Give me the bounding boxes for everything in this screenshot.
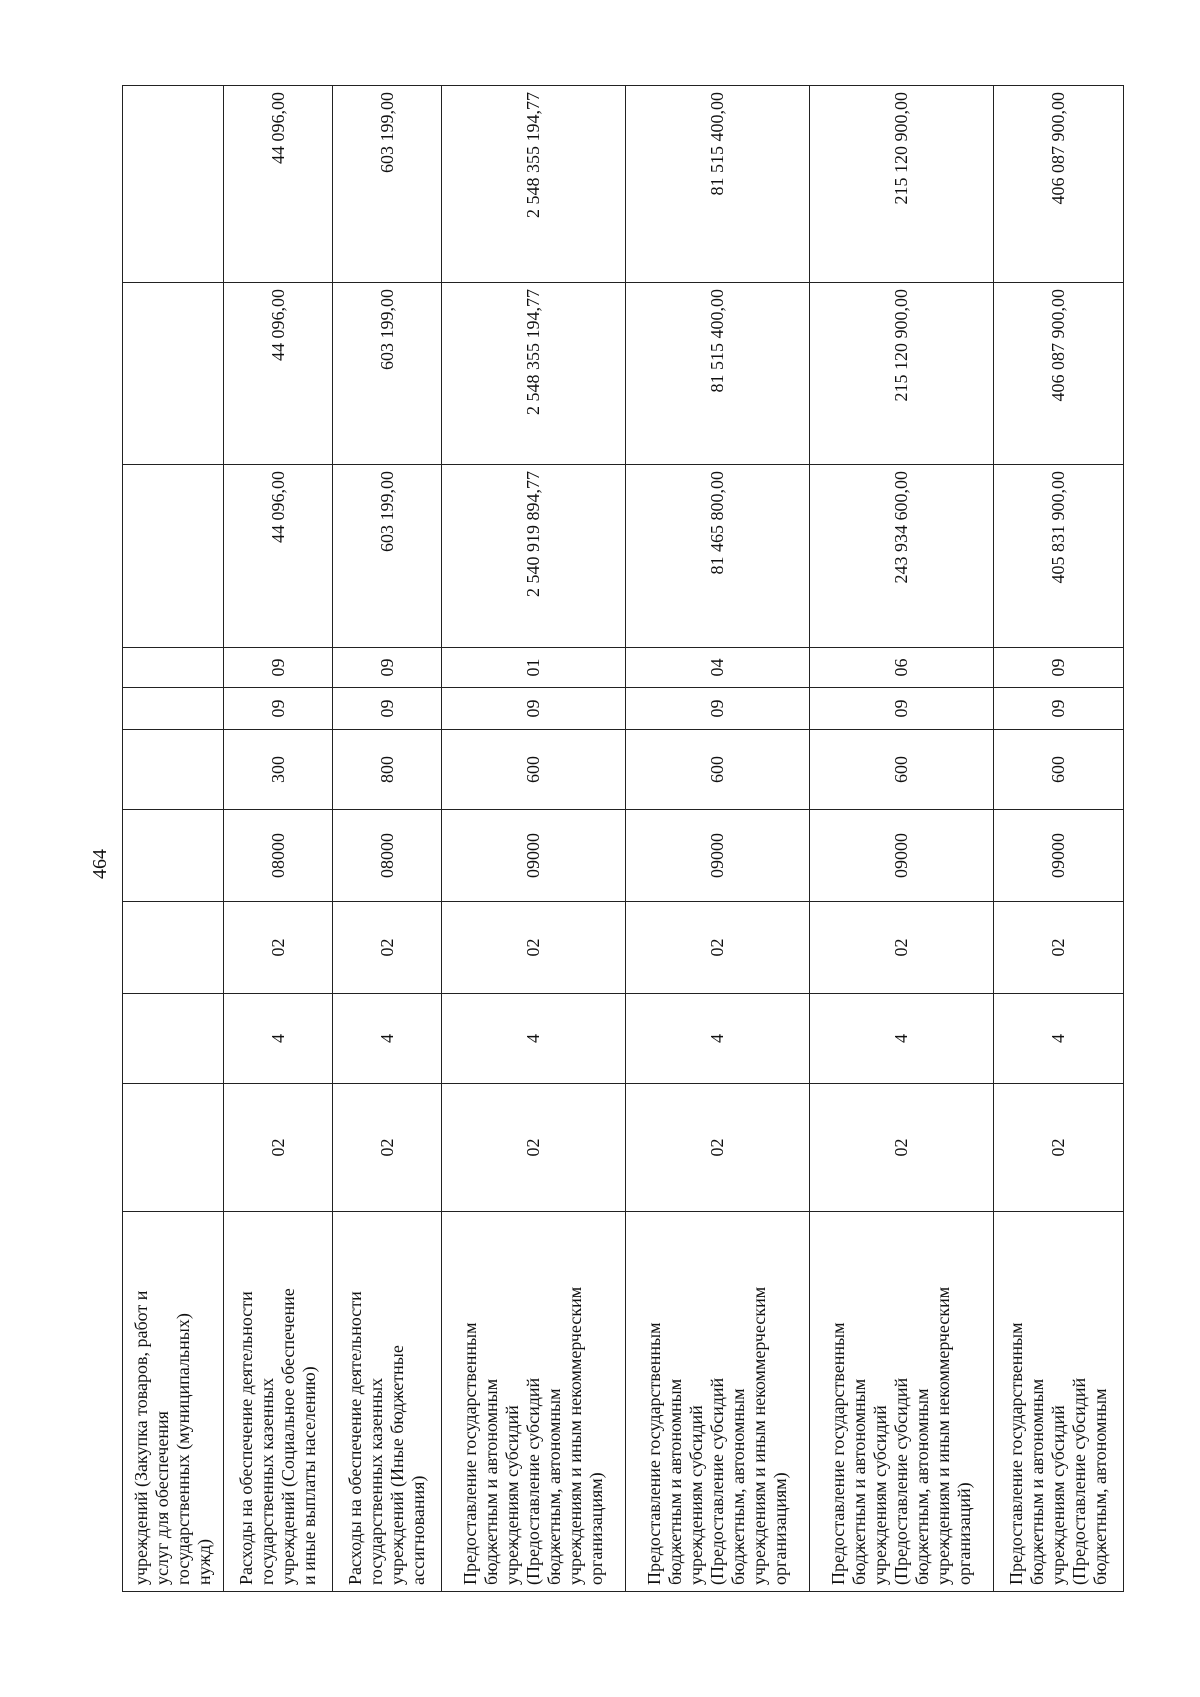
code-cell [123, 730, 224, 810]
amount-cell: 44 096,00 [224, 283, 333, 465]
code-cell: 09000 [442, 810, 626, 902]
code-cell: 600 [810, 730, 994, 810]
code-cell: 02 [333, 1084, 442, 1212]
table-row [333, 86, 442, 1592]
code-cell: 02 [224, 1084, 333, 1212]
code-cell: 02 [626, 902, 810, 994]
code-cell: 09000 [810, 810, 994, 902]
code-cell: 09000 [626, 810, 810, 902]
amount-cell: 603 199,00 [333, 283, 442, 465]
amount-cell: 215 120 900,00 [810, 86, 994, 283]
code-cell [123, 688, 224, 730]
code-cell: 09 [224, 648, 333, 688]
amount-cell: 44 096,00 [224, 86, 333, 283]
amount-cell: 2 548 355 194,77 [442, 283, 626, 465]
code-cell [123, 648, 224, 688]
code-cell: 4 [442, 994, 626, 1084]
row-description: Предоставление государственным бюджетным и автономным учреждениям субсидий (Предоставление субсидий бюджетным, автономным учреждениям и иным некоммерческим организациям) [626, 1212, 810, 1592]
table-row [442, 86, 626, 1592]
code-cell: 02 [333, 902, 442, 994]
code-cell: 09 [333, 648, 442, 688]
code-cell: 09 [442, 688, 626, 730]
code-cell [123, 902, 224, 994]
code-cell: 300 [224, 730, 333, 810]
table-row [810, 86, 994, 1592]
code-cell: 02 [626, 1084, 810, 1212]
amount-cell: 81 515 400,00 [626, 283, 810, 465]
code-cell: 4 [810, 994, 994, 1084]
amount-cell [123, 465, 224, 648]
table-row [626, 86, 810, 1592]
code-cell: 02 [442, 1084, 626, 1212]
code-cell [123, 810, 224, 902]
code-cell: 4 [333, 994, 442, 1084]
amount-cell: 406 087 900,00 [994, 283, 1124, 465]
code-cell: 4 [224, 994, 333, 1084]
code-cell: 02 [994, 1084, 1124, 1212]
amount-cell: 2 548 355 194,77 [442, 86, 626, 283]
amount-cell: 243 934 600,00 [810, 465, 994, 648]
code-cell: 600 [442, 730, 626, 810]
budget-table [122, 85, 1124, 1592]
code-cell: 01 [442, 648, 626, 688]
code-cell: 06 [810, 648, 994, 688]
row-description: Предоставление государственным бюджетным и автономным учреждениям субсидий (Предоставление субсидий бюджетным, автономным учреждениям и иным некоммерческим организациям) [442, 1212, 626, 1592]
code-cell: 4 [994, 994, 1124, 1084]
code-cell: 08000 [333, 810, 442, 902]
amount-cell: 2 540 919 894,77 [442, 465, 626, 648]
code-cell: 09 [224, 688, 333, 730]
code-cell: 02 [224, 902, 333, 994]
amount-cell: 603 199,00 [333, 465, 442, 648]
table-row [994, 86, 1124, 1592]
code-cell: 08000 [224, 810, 333, 902]
amount-cell [123, 283, 224, 465]
row-description: Расходы на обеспечение деятельности государственных казенных учреждений (Иные бюджетные ассигнования) [333, 1212, 442, 1592]
code-cell: 4 [626, 994, 810, 1084]
row-description: Предоставление государственным бюджетным и автономным учреждениям субсидий (Предоставление субсидий бюджетным, автономным [994, 1212, 1124, 1592]
amount-cell: 215 120 900,00 [810, 283, 994, 465]
code-cell: 600 [994, 730, 1124, 810]
code-cell: 02 [810, 1084, 994, 1212]
code-cell: 800 [333, 730, 442, 810]
amount-cell: 405 831 900,00 [994, 465, 1124, 648]
amount-cell: 44 096,00 [224, 465, 333, 648]
row-description: Расходы на обеспечение деятельности государственных казенных учреждений (Социальное обеспечение и иные выплаты населению) [224, 1212, 333, 1592]
amount-cell: 81 465 800,00 [626, 465, 810, 648]
row-description: Предоставление государственным бюджетным и автономным учреждениям субсидий (Предоставление субсидий бюджетным, автономным учреждениям и иным некоммерческим организаций) [810, 1212, 994, 1592]
code-cell: 02 [810, 902, 994, 994]
code-cell: 09 [994, 648, 1124, 688]
code-cell: 09 [810, 688, 994, 730]
table-row [224, 86, 333, 1592]
amount-cell: 406 087 900,00 [994, 86, 1124, 283]
code-cell: 02 [442, 902, 626, 994]
table-row [123, 86, 224, 1592]
amount-cell: 603 199,00 [333, 86, 442, 283]
code-cell: 09 [333, 688, 442, 730]
amount-cell [123, 86, 224, 283]
amount-cell: 81 515 400,00 [626, 86, 810, 283]
code-cell: 09 [994, 688, 1124, 730]
row-description: учреждений (Закупка товаров, работ и услуг для обеспечения государственных (муниципальных) нужд) [123, 1212, 224, 1592]
code-cell [123, 1084, 224, 1212]
code-cell: 04 [626, 648, 810, 688]
code-cell: 600 [626, 730, 810, 810]
code-cell: 02 [994, 902, 1124, 994]
page-number: 464 [89, 849, 111, 879]
code-cell: 09000 [994, 810, 1124, 902]
code-cell: 09 [626, 688, 810, 730]
rotated-table-container [122, 86, 1130, 1592]
code-cell [123, 994, 224, 1084]
